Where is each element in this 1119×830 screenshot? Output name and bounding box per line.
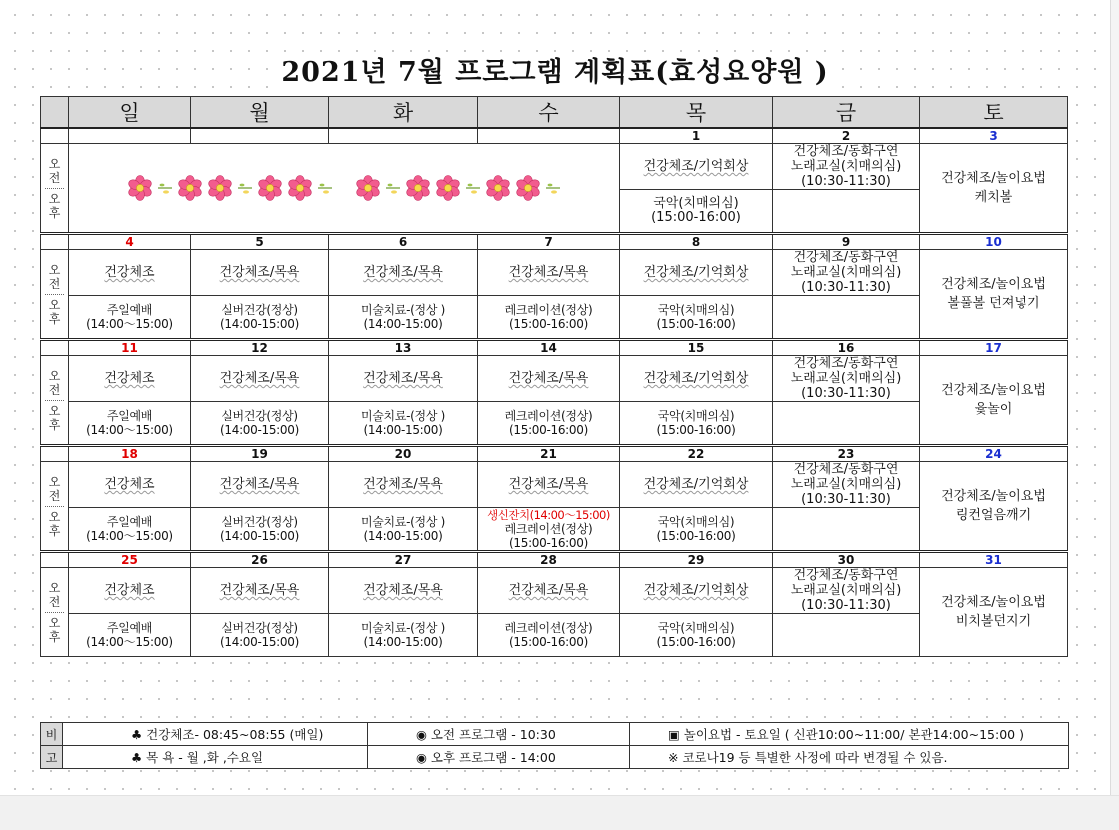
ampm-label: 오 전 오 후 (41, 568, 69, 657)
program-cell: 주일예배 (14:00～15:00) (69, 508, 191, 552)
week-am-row (41, 356, 1068, 402)
blank-cell (41, 446, 69, 462)
day-number: 30 (773, 552, 920, 568)
flower-icon (435, 175, 461, 201)
day-number: 1 (620, 128, 773, 144)
ampm-label: 오 전 오 후 (41, 250, 69, 340)
weekday-header-row (41, 97, 1068, 129)
weekday-wed: 수 (478, 97, 620, 129)
week-pm-row (41, 402, 1068, 446)
program-cell: 건강체조/목욕 (478, 250, 620, 296)
program-cell: 실버건강(정상) (14:00-15:00) (191, 508, 329, 552)
day-number: 16 (773, 340, 920, 356)
program-cell: 레크레이션(정상) (15:00-16:00) (478, 296, 620, 340)
program-cell: 건강체조/목욕 (329, 462, 478, 508)
leaf-icon (237, 181, 253, 195)
note-item: ▣ 놀이요법 - 토요일 ( 신관10:00~11:00/ 본관14:00~15:00 ) (630, 723, 1069, 746)
week1-date-row (41, 128, 1068, 144)
title-text: 2021년 7월 프로그램 계획표(효성요양원 ) (275, 57, 834, 88)
program-cell: 건강체조/목욕 (191, 356, 329, 402)
program-cell: 건강체조/놀이요법 링컨얼음깨기 (920, 462, 1068, 552)
week-pm-row (41, 296, 1068, 340)
program-cell: 미술치료-(정상 ) (14:00-15:00) (329, 402, 478, 446)
program-cell: 건강체조/놀이요법 윷놀이 (920, 356, 1068, 446)
program-cell: 건강체조/기억회상 (620, 356, 773, 402)
notes-label: 비 (41, 723, 63, 746)
day-number: 23 (773, 446, 920, 462)
program-cell: 국악(치매의심) (15:00-16:00) (620, 296, 773, 340)
flower-icon (355, 175, 381, 201)
flower-icon (287, 175, 313, 201)
flower-icon (177, 175, 203, 201)
day-number: 7 (478, 234, 620, 250)
program-cell: 생신잔치(14:00～15:00) 레크레이션(정상) (15:00-16:00) (478, 508, 620, 552)
week1-am-row (41, 144, 1068, 190)
day-number: 13 (329, 340, 478, 356)
program-cell (773, 296, 920, 340)
day-number: 11 (69, 340, 191, 356)
flower-garland-icon (69, 146, 619, 230)
week-date-row (41, 234, 1068, 250)
program-cell: 건강체조/놀이요법 비치볼던지기 (920, 568, 1068, 657)
program-cell: 건강체조/기억회상 (620, 250, 773, 296)
blank-cell (41, 552, 69, 568)
program-cell: 실버건강(정상) (14:00-15:00) (191, 296, 329, 340)
program-cell: 국악(치매의심) (15:00-16:00) (620, 614, 773, 657)
day-number: 2 (773, 128, 920, 144)
day-number: 14 (478, 340, 620, 356)
blank-cell (41, 128, 69, 144)
program-cell: 건강체조/동화구연 노래교실(치매의심) (10:30-11:30) (773, 250, 920, 296)
program-cell: 미술치료-(정상 ) (14:00-15:00) (329, 508, 478, 552)
program-cell: 주일예배 (14:00～15:00) (69, 296, 191, 340)
day-number: 8 (620, 234, 773, 250)
program-cell: 건강체조/기억회상 (620, 568, 773, 614)
day-number: 27 (329, 552, 478, 568)
program-cell: 건강체조/기억회상 (620, 462, 773, 508)
weekday-thu: 목 (620, 97, 773, 129)
leaf-icon (157, 181, 173, 195)
program-cell: 건강체조/목욕 (191, 568, 329, 614)
weekday-fri: 금 (773, 97, 920, 129)
leaf-icon (385, 181, 401, 195)
corner-cell (41, 97, 69, 129)
leaf-icon (545, 181, 561, 195)
day-number: 18 (69, 446, 191, 462)
program-cell: 건강체조/목욕 (329, 568, 478, 614)
program-cell (773, 614, 920, 657)
ampm-label: 오 전 오 후 (41, 356, 69, 446)
week-pm-row (41, 614, 1068, 657)
week-pm-row (41, 508, 1068, 552)
flower-icon (257, 175, 283, 201)
flower-icon (207, 175, 233, 201)
blank-cell (329, 128, 478, 144)
blank-cell (191, 128, 329, 144)
program-cell: 국악(치매의심) (15:00-16:00) (620, 190, 773, 234)
day-number: 24 (920, 446, 1068, 462)
day-number: 26 (191, 552, 329, 568)
weekday-sun: 일 (69, 97, 191, 129)
blank-cell (69, 128, 191, 144)
program-cell: 미술치료-(정상 ) (14:00-15:00) (329, 614, 478, 657)
weekday-sat: 토 (920, 97, 1068, 129)
program-cell: 레크레이션(정상) (15:00-16:00) (478, 614, 620, 657)
flower-decoration (69, 144, 620, 234)
day-number: 29 (620, 552, 773, 568)
note-item: ◉ 오후 프로그램 - 14:00 (368, 746, 630, 769)
blank-cell (41, 234, 69, 250)
program-cell: 건강체조/동화구연 노래교실(치매의심) (10:30-11:30) (773, 144, 920, 190)
day-number: 19 (191, 446, 329, 462)
blank-cell (478, 128, 620, 144)
week-am-row (41, 568, 1068, 614)
day-number: 17 (920, 340, 1068, 356)
program-cell: 국악(치매의심) (15:00-16:00) (620, 402, 773, 446)
note-item: ♣ 목 욕 - 월 ,화 ,수요일 (63, 746, 368, 769)
week-am-row (41, 462, 1068, 508)
day-number: 25 (69, 552, 191, 568)
flower-icon (127, 175, 153, 201)
day-number: 5 (191, 234, 329, 250)
flower-icon (515, 175, 541, 201)
program-cell: 건강체조 (69, 356, 191, 402)
day-number: 31 (920, 552, 1068, 568)
day-number: 12 (191, 340, 329, 356)
program-calendar (40, 96, 1068, 657)
week-date-row (41, 552, 1068, 568)
note-item: ♣ 건강체조- 08:45~08:55 (매일) (63, 723, 368, 746)
program-cell: 건강체조/기억회상 (620, 144, 773, 190)
day-number: 4 (69, 234, 191, 250)
program-cell: 건강체조/놀이요법 볼풀볼 던져넣기 (920, 250, 1068, 340)
program-cell: 건강체조/목욕 (329, 356, 478, 402)
program-cell: 건강체조/목욕 (478, 356, 620, 402)
program-cell: 건강체조/동화구연 노래교실(치매의심) (10:30-11:30) (773, 568, 920, 614)
weekday-mon: 월 (191, 97, 329, 129)
notes-label: 고 (41, 746, 63, 769)
weekday-tue: 화 (329, 97, 478, 129)
program-cell: 주일예배 (14:00～15:00) (69, 402, 191, 446)
scrollbar-edge[interactable] (1110, 0, 1119, 795)
week-date-row (41, 446, 1068, 462)
day-number: 22 (620, 446, 773, 462)
program-cell: 국악(치매의심) (15:00-16:00) (620, 508, 773, 552)
program-cell: 건강체조/목욕 (329, 250, 478, 296)
blank-cell (41, 340, 69, 356)
day-number: 10 (920, 234, 1068, 250)
program-cell (773, 402, 920, 446)
program-cell: 건강체조/목욕 (478, 568, 620, 614)
day-number: 6 (329, 234, 478, 250)
program-cell: 실버건강(정상) (14:00-15:00) (191, 614, 329, 657)
flower-icon (485, 175, 511, 201)
program-cell: 건강체조/목욕 (191, 250, 329, 296)
program-cell: 실버건강(정상) (14:00-15:00) (191, 402, 329, 446)
day-number: 28 (478, 552, 620, 568)
program-cell: 건강체조/목욕 (478, 462, 620, 508)
notes-table (40, 722, 1069, 769)
week-am-row (41, 250, 1068, 296)
program-cell: 건강체조/목욕 (191, 462, 329, 508)
program-cell: 레크레이션(정상) (15:00-16:00) (478, 402, 620, 446)
program-cell: 건강체조 (69, 250, 191, 296)
day-number: 21 (478, 446, 620, 462)
program-cell: 건강체조/놀이요법 케치볼 (920, 144, 1068, 234)
day-number: 20 (329, 446, 478, 462)
day-number: 15 (620, 340, 773, 356)
program-cell (773, 508, 920, 552)
page-title (0, 50, 1110, 89)
program-cell: 주일예배 (14:00～15:00) (69, 614, 191, 657)
note-item: ※ 코로나19 등 특별한 사정에 따라 변경될 수 있음. (630, 746, 1069, 769)
program-cell: 건강체조 (69, 568, 191, 614)
program-cell: 건강체조 (69, 462, 191, 508)
program-cell: 건강체조/동화구연 노래교실(치매의심) (10:30-11:30) (773, 462, 920, 508)
leaf-icon (317, 181, 333, 195)
program-cell: 건강체조/동화구연 노래교실(치매의심) (10:30-11:30) (773, 356, 920, 402)
day-number: 9 (773, 234, 920, 250)
ampm-label: 오 전 오 후 (41, 144, 69, 234)
program-cell (773, 190, 920, 234)
ampm-label: 오 전 오 후 (41, 462, 69, 552)
program-cell: 미술치료-(정상 ) (14:00-15:00) (329, 296, 478, 340)
day-number: 3 (920, 128, 1068, 144)
week-date-row (41, 340, 1068, 356)
note-item: ◉ 오전 프로그램 - 10:30 (368, 723, 630, 746)
status-area (0, 795, 1119, 830)
leaf-icon (465, 181, 481, 195)
flower-icon (405, 175, 431, 201)
